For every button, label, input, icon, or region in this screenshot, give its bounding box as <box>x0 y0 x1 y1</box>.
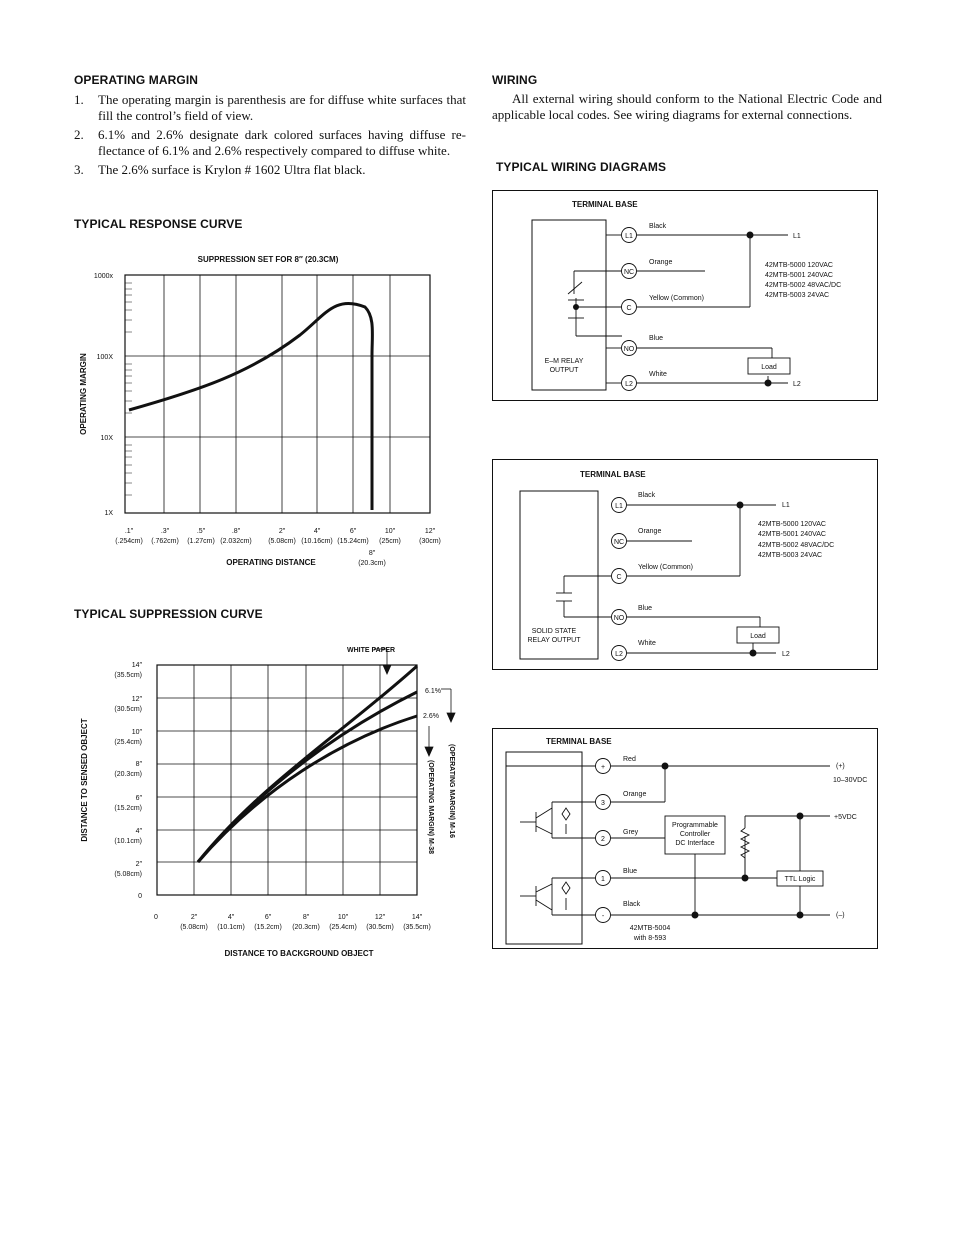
load-label: Load <box>750 633 766 640</box>
x-tick-label: (25cm) <box>379 538 401 545</box>
l2-line-label: L2 <box>793 381 801 388</box>
x-tick-label: (10.16cm) <box>301 538 333 545</box>
terminal-labels <box>601 764 605 920</box>
terminal-label: C <box>626 305 632 312</box>
model-label: 42MTB-5003 24VAC <box>765 292 830 299</box>
junction-dot <box>573 304 579 310</box>
ttl-logic-label: TTL Logic <box>784 876 816 883</box>
list-item: 2. 6.1% and 2.6% designate dark colored surfaces having diffuse re-flectance of 6.1% and 2.6% respectively compared to diffuse white. <box>74 127 466 158</box>
wire-label: Orange <box>649 259 673 266</box>
x-tick-label: 2″ <box>190 914 198 921</box>
y-tick-label: 1000x <box>93 273 113 280</box>
minus-label: (–) <box>836 912 845 919</box>
y-tick-label: 12″ <box>131 696 142 703</box>
terminal-label: L1 <box>625 233 633 240</box>
relay-contacts <box>556 576 611 617</box>
terminal-label: L2 <box>625 381 633 388</box>
y-tick-label: (35.5cm) <box>114 672 142 679</box>
terminal-label: NO <box>623 346 635 353</box>
suppression-curve-chart <box>70 640 470 970</box>
terminal-label: + <box>600 764 606 771</box>
x-tick-label: (.762cm) <box>151 538 179 545</box>
terminal-label: - <box>601 913 605 920</box>
wiring-diagrams-heading: TYPICAL WIRING DIAGRAMS <box>496 160 667 174</box>
label-6-1-percent: 6.1% <box>425 688 441 695</box>
wire-label: Orange <box>638 528 662 535</box>
y-tick-label: (20.3cm) <box>114 771 142 778</box>
y-axis-label: DISTANCE TO SENSED OBJECT <box>80 718 89 842</box>
model-label: with 8-593 <box>633 935 667 942</box>
list-item: 3. The 2.6% surface is Krylon # 1602 Ultra flat black. <box>74 162 366 177</box>
x-tick-label: 6″ <box>349 528 357 535</box>
x-tick-label: 2″ <box>278 528 286 535</box>
plus-5v-label: +5VDC <box>834 814 857 821</box>
terminal-base-title: TERMINAL BASE <box>572 200 638 209</box>
wire-label: Orange <box>623 791 647 798</box>
x-tick-label: (15.24cm) <box>337 538 369 545</box>
x-tick-label: 6″ <box>264 914 272 921</box>
model-label: 42MTB-5000 120VAC <box>765 262 833 269</box>
chart-title: SUPPRESSION SET FOR 8″ (20.3CM) <box>197 255 339 264</box>
wire-labels <box>649 223 704 378</box>
y-axis-label: OPERATING MARGIN <box>79 353 88 435</box>
terminal-base-title: TERMINAL BASE <box>546 737 612 746</box>
y-tick-label: (25.4cm) <box>114 739 142 746</box>
relay-label: E–M RELAY <box>544 358 584 365</box>
relay-label: OUTPUT <box>549 367 579 374</box>
label-2-6-percent: 2.6% <box>423 713 439 720</box>
y-tick-label: 10X <box>100 435 113 442</box>
x-axis-label: OPERATING DISTANCE <box>226 558 316 567</box>
y-tick-label: 4″ <box>135 828 142 835</box>
model-label: 42MTB-5003 24VAC <box>758 552 823 559</box>
model-label: 42MTB-5002 48VAC/DC <box>758 542 835 549</box>
x-tick-label: (15.2cm) <box>254 924 282 931</box>
y-tick-label: 8″ <box>135 761 142 768</box>
plot-frame <box>125 275 430 513</box>
relay-contacts <box>568 271 622 336</box>
junction-dot <box>765 380 772 387</box>
wire-label: Yellow (Common) <box>649 295 704 302</box>
supply-label: 10–30VDC <box>833 777 868 784</box>
model-label: 42MTB-5000 120VAC <box>758 521 826 528</box>
operating-margin-heading: OPERATING MARGIN <box>74 73 199 87</box>
x-tick-label: (30.5cm) <box>366 924 394 931</box>
l1-line-label: L1 <box>793 233 801 240</box>
y-tick-labels <box>114 662 142 900</box>
x-tick-label: (35.5cm) <box>403 924 431 931</box>
y-tick-label: 0 <box>138 893 142 900</box>
load-label: Load <box>761 364 777 371</box>
terminal-label: 1 <box>601 876 605 883</box>
model-label: 42MTB-5001 240VAC <box>758 531 826 538</box>
junction-dot <box>692 912 699 919</box>
x-tick-label: 10″ <box>337 914 349 921</box>
junction-dot <box>742 875 749 882</box>
y-tick-label: 14″ <box>131 662 142 669</box>
x-tick-label: (5.08cm) <box>180 924 208 931</box>
junction-dot <box>747 232 754 239</box>
wire-label: Blue <box>649 335 664 342</box>
model-list <box>765 262 841 299</box>
model-list <box>758 521 834 559</box>
x-tick-label: (1.27cm) <box>187 538 215 545</box>
wire-labels <box>638 492 693 647</box>
x-tick-label: (20.3cm) <box>292 924 320 931</box>
y-tick-label: 10″ <box>131 729 142 736</box>
y-tick-label: (30.5cm) <box>114 706 142 713</box>
wiring-diagram-em-relay <box>492 190 879 402</box>
arrow-icon <box>441 689 455 722</box>
y-tick-labels <box>94 273 114 517</box>
response-curve-line <box>129 303 372 510</box>
controller-label: Controller <box>679 831 711 838</box>
wire-label: Yellow (Common) <box>638 564 693 571</box>
suppression-curve-heading: TYPICAL SUPPRESSION CURVE <box>74 607 263 621</box>
wiring-diagram-dc <box>492 728 879 950</box>
junction-dot <box>750 650 757 657</box>
model-label: 42MTB-5002 48VAC/DC <box>765 282 842 289</box>
y-tick-label: (5.08cm) <box>114 871 142 878</box>
junction-dot <box>797 813 804 820</box>
junction-dot <box>797 912 804 919</box>
x-tick-label: 12″ <box>374 914 386 921</box>
response-curve-heading: TYPICAL RESPONSE CURVE <box>74 217 243 231</box>
wire-label: Blue <box>638 605 653 612</box>
list-item: 1. The operating margin is parenthesis are for diffuse white surfaces that fill the control’s field of view. <box>74 92 466 123</box>
y-tick-label: 6″ <box>135 795 142 802</box>
x-tick-label: (30cm) <box>419 538 441 545</box>
terminal-label: L1 <box>615 503 623 510</box>
x-tick-labels <box>154 914 431 931</box>
l1-line-label: L1 <box>782 502 790 509</box>
terminal-label: 3 <box>601 800 605 807</box>
response-curve-chart <box>70 245 470 580</box>
x-tick-label: 4″ <box>313 528 321 535</box>
controller-label: Programmable <box>672 822 718 829</box>
terminal-label: NC <box>623 269 635 276</box>
x-axis-label: DISTANCE TO BACKGROUND OBJECT <box>224 949 374 958</box>
x-tick-label: 8″ <box>368 550 376 557</box>
model-label: 42MTB-5001 240VAC <box>765 272 833 279</box>
wire-label: Black <box>649 223 667 230</box>
operating-margin-m16-label: (OPERATING MARGIN) M-16 <box>448 744 455 838</box>
x-tick-label: .8″ <box>231 528 241 535</box>
junction-dot <box>662 763 669 770</box>
terminal-label: NO <box>613 615 625 622</box>
terminal-base-title: TERMINAL BASE <box>580 470 646 479</box>
y-tick-label: 100X <box>96 354 113 361</box>
y-tick-label: (10.1cm) <box>114 838 142 845</box>
y-tick-label: (15.2cm) <box>114 805 142 812</box>
controller-label: DC Interface <box>675 840 715 847</box>
terminal-label: C <box>616 574 622 581</box>
l2-line-label: L2 <box>782 651 790 658</box>
white-paper-label: WHITE PAPER <box>347 647 396 654</box>
wiring-text: All external wiring should conform to the National Electric Code and applicable local codes. See wiring diagrams for external connections. <box>492 91 882 122</box>
wire-label: Black <box>638 492 656 499</box>
x-tick-label: 14″ <box>411 914 423 921</box>
wire-label: White <box>638 640 656 647</box>
model-label: 42MTB-5004 <box>629 925 671 932</box>
x-tick-label: (.254cm) <box>115 538 143 545</box>
wire-label: Black <box>623 901 641 908</box>
x-tick-label: .1″ <box>124 528 134 535</box>
arrow-icon <box>425 726 433 756</box>
x-tick-label: .5″ <box>196 528 206 535</box>
x-tick-label: 10″ <box>384 528 396 535</box>
terminal-label: NC <box>613 539 625 546</box>
wire-label: Grey <box>623 829 639 836</box>
relay-label: RELAY OUTPUT <box>527 637 581 644</box>
y-tick-label: 2″ <box>135 861 142 868</box>
junction-dot <box>737 502 744 509</box>
operating-margin-notes <box>74 92 466 181</box>
x-tick-label: 8″ <box>302 914 310 921</box>
operating-margin-m38-label: (OPERATING MARGIN) M-38 <box>427 760 434 854</box>
wire-label: Blue <box>623 868 638 875</box>
x-tick-label: (20.3cm) <box>358 560 386 567</box>
x-tick-label: (2.032cm) <box>220 538 252 545</box>
x-tick-label: 0 <box>154 914 158 921</box>
x-tick-label: (5.08cm) <box>268 538 296 545</box>
relay-label: SOLID STATE <box>531 628 577 635</box>
x-tick-label: (25.4cm) <box>329 924 357 931</box>
wire-labels <box>623 756 646 908</box>
wiring-diagram-solid-state <box>492 459 879 671</box>
terminal-label: L2 <box>615 651 623 658</box>
x-tick-label: 12″ <box>424 528 436 535</box>
wire-label: White <box>649 371 667 378</box>
wiring-heading: WIRING <box>492 73 538 87</box>
y-tick-label: 1X <box>104 510 113 517</box>
x-tick-label: .3″ <box>160 528 170 535</box>
wire-label: Red <box>623 756 636 763</box>
x-tick-label: 4″ <box>227 914 235 921</box>
x-tick-label: (10.1cm) <box>217 924 245 931</box>
plus-label: (+) <box>836 763 845 770</box>
terminal-label: 2 <box>601 836 605 843</box>
